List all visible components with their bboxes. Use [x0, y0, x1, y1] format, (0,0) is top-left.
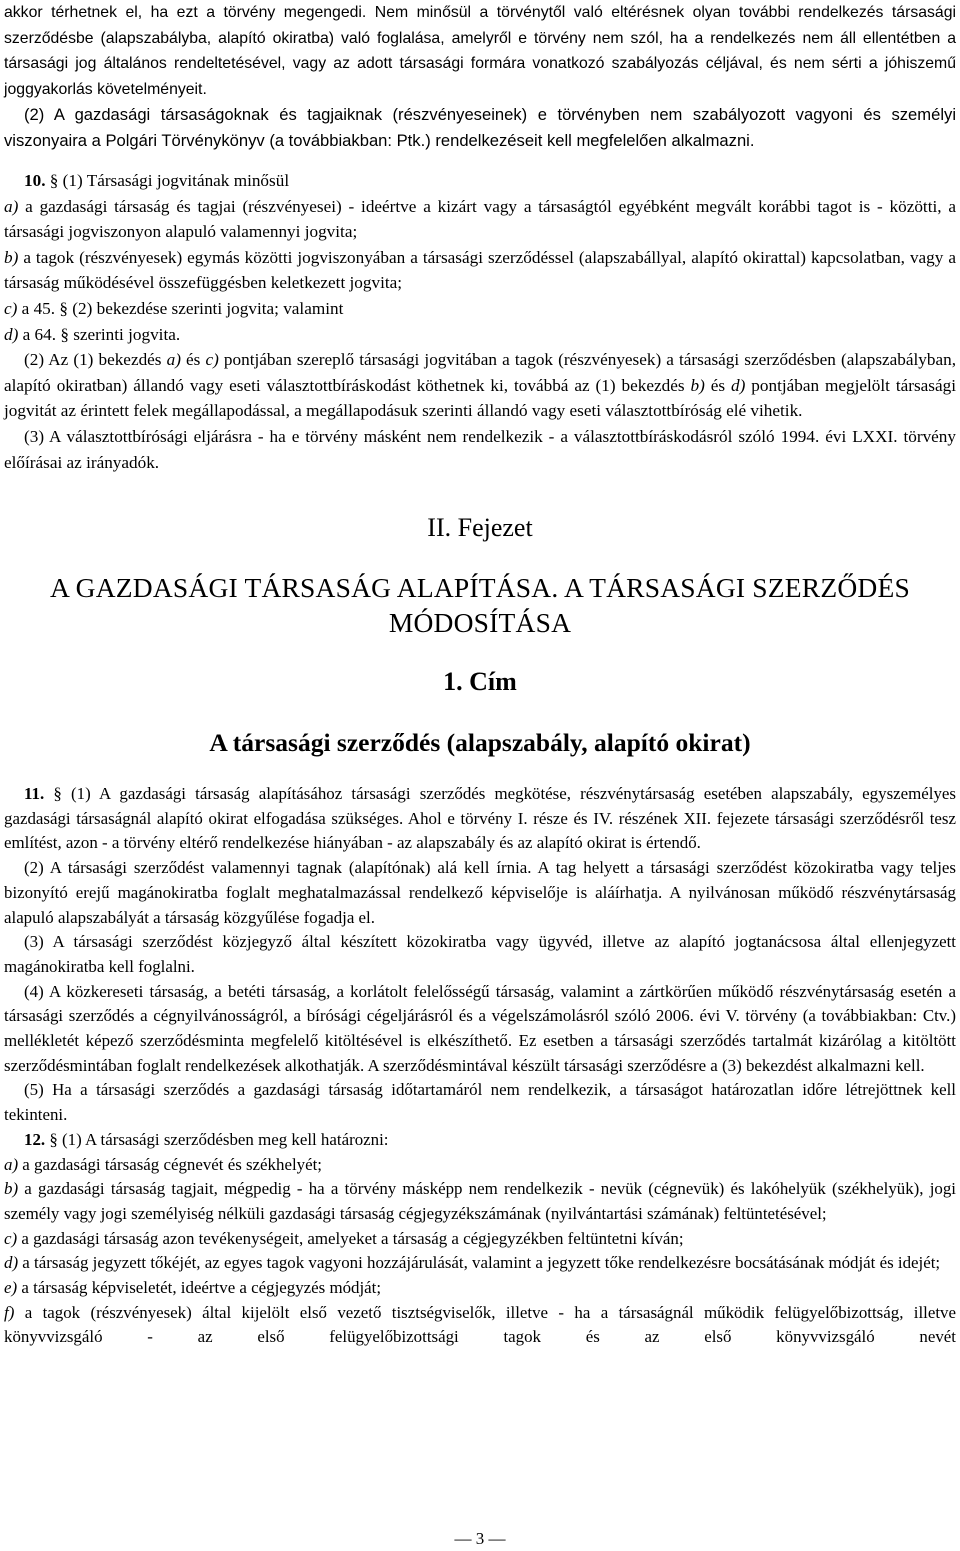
s10-intro [4, 168, 956, 194]
label-b: b) [4, 247, 19, 267]
s10-point-b [4, 245, 956, 296]
s10-p2-part3: pontjában szereplő társasági jogvitában a tagok (részvényesek) a társasági szerződésben (alapszabályban, alapító okiratban) állandó vagy eseti választottbíráskodást köthetnek ki, továbbá az (1) bekezdés [4, 350, 956, 395]
s12-point-d [4, 1251, 956, 1276]
text-b: a tagok (részvényesek) egymás közötti jogviszonyában a társasági szerződéssel (alapszabállyal, alapító okirattal) kapcsolatban, vagy a társaság működésével összefüggésben keletkezett jogvita; [4, 247, 956, 293]
s10-p2-part2: és [180, 350, 206, 370]
s11-p1-text: (1) A gazdasági társaság alapításához társasági szerződés megkötése, részvénytársaság esetében alapszabály, egyszemélyes gazdasági társaságnál alapító okirat elfogadása szükséges. Ahol e törvény I. része és IV. részének XII. fejezete társasági szerződésről tesz említést, azon - a törvény eltérő rendelkezése hiányában - az alapszabály és az alapító okirat is értendő. [4, 784, 956, 853]
text-c-pre: a 45. [17, 298, 60, 318]
s10-p2-c: c) [205, 350, 219, 370]
paragraph-sign: § [59, 298, 68, 318]
paragraph-sign: § [49, 171, 59, 190]
paragraph-intro: akkor térhetnek el, ha ezt a törvény megengedi. Nem minősül a törvénytől való eltérésnek olyan további rendelkezés társasági szerződésbe (alapszabályba, alapító okiratba) való foglalása, amelyről e törvény nem szól, ha a rendelkezés nem áll ellentétben a társasági jog általános rendeltetésével, vagy az adott társasági formára vonatkozó szabályozás céljával, és nem sérti a jóhiszemű joggyakorlás követelményeit. [4, 4, 956, 98]
s10-point-a [4, 194, 956, 245]
label-d: d) [4, 324, 19, 344]
sections-11-12 [4, 782, 956, 1350]
paragraph-ptk: (2) A gazdasági társaságoknak és tagjaiknak (részvényeseinek) e törvényben nem szabályozott vagyoni és személyi viszonyaira a Polgári Törvénykönyv (a továbbiakban: Ptk.) rendelkezéseit kell megfelelően alkalmazni. [4, 105, 956, 150]
label-a: a) [4, 196, 19, 216]
s10-number: 10. [24, 171, 46, 190]
s10-intro-text: (1) Társasági jogvitának minősül [58, 171, 290, 190]
s10-point-c [4, 296, 956, 322]
label-c: c) [4, 298, 18, 318]
s12-point-a [4, 1153, 956, 1178]
section-subtitle: A társasági szerződés (alapszabály, alapító okirat) [209, 728, 751, 757]
s12-point-c [4, 1227, 956, 1252]
s12-point-e [4, 1276, 956, 1301]
s10-p2-part4: és [704, 375, 732, 395]
chapter-heading: II. Fejezet [427, 513, 533, 542]
s12-point-b [4, 1177, 956, 1226]
label-b: b) [4, 1179, 19, 1199]
s12-point-f [4, 1301, 956, 1350]
text-d-pre: a 64. [18, 324, 61, 344]
text-c-post: (2) bekezdése szerinti jogvita; valamint [67, 298, 344, 318]
s11-paragraph-5: (5) Ha a társasági szerződés a gazdasági társaság időtartamáról nem rendelkezik, a társaságot határozatlan időre létrejöttnek kell tekinteni. [4, 1080, 956, 1125]
s11-paragraph-1 [4, 782, 956, 856]
text-f: a tagok (részvényesek) által kijelölt első vezető tisztségviselők, illetve - ha a társaságnál működik felügyelőbizottság, illetve könyvvizsgáló - az első felügyelőbizottsági tagok és az első könyvvizsgáló nevét [4, 1302, 956, 1347]
s10-p2-d: d) [731, 375, 746, 395]
label-e: e) [4, 1278, 18, 1298]
paragraph-sign: § [49, 1129, 58, 1149]
text-d: a társaság jegyzett tőkéjét, az egyes tagok vagyoni hozzájárulását, valamint a jegyzett tőke rendelkezésre bocsátásának módját és idejét; [18, 1253, 941, 1273]
paragraph-sign: § [60, 324, 69, 344]
s11-paragraph-2: (2) A társasági szerződést valamennyi tagnak (alapítónak) alá kell írnia. A tag helyett a társasági szerződést közokiratba vagy teljes bizonyító erejű magánokiratba foglalt meghatalmazással rendelkező képviselője is aláírhatja. A nyilvánosan működő részvénytársaság alapuló alapszabályát a társaság közgyűlése fogadja el. [4, 858, 956, 927]
text-a: a gazdasági társaság és tagjai (részvényesei) - ideértve a kizárt vagy a társaságtól egyébként megvált korábbi tagot is - közötti, a társasági jogviszonyon alapuló valamennyi jogvita; [4, 196, 956, 242]
s10-paragraph-2 [4, 347, 956, 424]
s10-p2-part5: pontjában megjelölt társasági jogvitát az érintett felek megállapodással, a megállapodásuk szerinti állandó vagy eseti választottbíróság elé vihetik. [4, 375, 956, 421]
text-e: a társaság képviseletét, ideértve a cégjegyzés módját; [17, 1278, 382, 1298]
section-10 [4, 168, 956, 475]
page-number: — 3 — [454, 1529, 506, 1548]
label-a: a) [4, 1154, 19, 1174]
s10-p2-a: a) [166, 350, 181, 370]
label-f: f) [4, 1302, 15, 1322]
s11-number: 11. [24, 784, 45, 803]
s12-intro [4, 1128, 956, 1153]
s12-number: 12. [24, 1129, 46, 1149]
s10-paragraph-3: (3) A választottbírósági eljárásra - ha e törvény másként nem rendelkezik - a választottbíráskodásról szóló 1994. évi LXXI. törvény előírásai az irányadók. [4, 426, 956, 472]
chapter-title-line-2: MÓDOSÍTÁSA [388, 607, 572, 638]
text-a: a gazdasági társaság cégnevét és székhelyét; [18, 1154, 322, 1174]
s12-intro-text: (1) A társasági szerződésben meg kell határozni: [57, 1129, 389, 1149]
paragraph-sign: § [53, 784, 62, 803]
text-block-top [4, 0, 956, 154]
label-c: c) [4, 1228, 18, 1248]
text-b: a gazdasági társaság tagjait, mégpedig - ha a törvény másképp nem rendelkezik - nevük (cégnevük) és lakóhelyük (székhelyük), jogi személy vagy jogi személyiség nélküli gazdasági társaság cégjegyzékszámának (nyilvántartási számának) feltüntetésével; [4, 1179, 956, 1223]
s10-p2-b: b) [690, 375, 705, 395]
chapter-title-line-1: A GAZDASÁGI TÁRSASÁG ALAPÍTÁSA. A TÁRSASÁGI SZERZŐDÉS [50, 572, 910, 603]
section-cim-heading: 1. Cím [443, 667, 517, 696]
s10-point-d [4, 322, 956, 348]
text-c: a gazdasági társaság azon tevékenységeit, amelyeket a társaság a cégjegyzékben feltüntetni kíván; [17, 1228, 684, 1248]
s11-paragraph-3: (3) A társasági szerződést közjegyző által készített közokiratba vagy ügyvéd, illetve az alapító jogtanácsosa által ellenjegyzett magánokiratba kell foglalni. [4, 932, 956, 976]
text-d-post: szerinti jogvita. [68, 324, 181, 344]
s11-paragraph-4: (4) A közkereseti társaság, a betéti társaság, a korlátolt felelősségű társaság, valamint a zártkörűen működő részvénytársaság esetén a társasági szerződés a cégnyilvánosságról, a bírósági cégeljárásról és a végelszámolásról szóló 2006. évi V. törvény (a továbbiakban: Ctv.) mellékletét képező szerződésminta megfelelő kitöltésével is elkészíthető. Ez esetben a társasági szerződés tartalmát kizárólag a kitöltött szerződésmintában foglalt rendelkezések alkothatják. A szerződésmintával készült társasági szerződésre a (3) bekezdést alkalmazni kell. [4, 981, 956, 1075]
label-d: d) [4, 1253, 19, 1273]
chapter-title [4, 570, 956, 640]
s10-p2-part1: (2) Az (1) bekezdés [24, 350, 167, 370]
